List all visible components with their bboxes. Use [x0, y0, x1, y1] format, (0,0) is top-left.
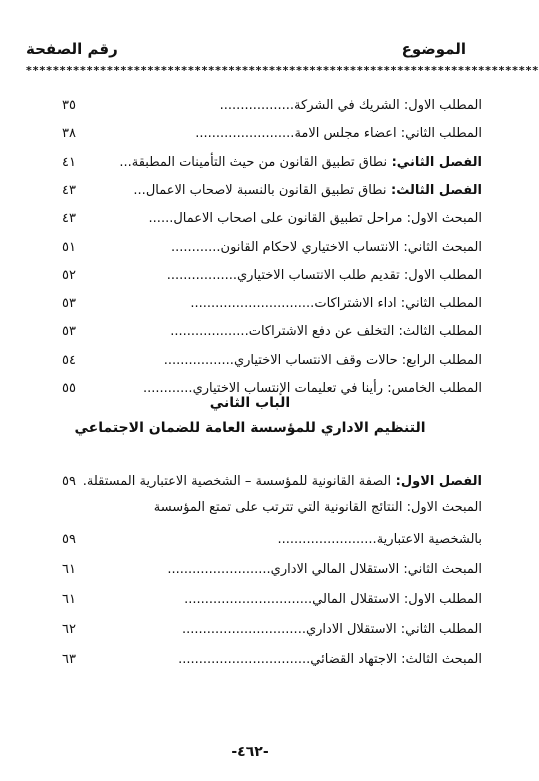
toc-entry: [26, 562, 482, 584]
entry-page: ٤٣: [62, 211, 76, 227]
entry-page: ٥٥: [62, 381, 76, 396]
entry-dots: ...: [119, 154, 132, 170]
entry-dots: .: [82, 474, 87, 489]
entry-page: ٣٨: [62, 126, 76, 142]
entry-title: حالات وقف الانتساب الاختياري: [233, 352, 398, 368]
toc-entry: [26, 183, 482, 205]
entry-prefix: المطلب الثاني:: [396, 126, 482, 142]
entry-prefix: الفصل الثاني:: [387, 154, 482, 170]
entry-title: مراحل تطبيق القانون على اصحاب الاعمال: [173, 211, 403, 227]
toc-entry: [26, 211, 482, 233]
entry-dots: ...: [133, 182, 146, 198]
entry-title: الاستقلال المالي الاداري: [270, 562, 400, 577]
entry-dots: ......: [148, 211, 174, 227]
entry-prefix: المطلب الاول:: [399, 592, 482, 607]
entry-title: الصفة القانونية للمؤسسة – الشخصية الاعتبارية المستقلة: [86, 474, 392, 489]
toc-entry: [26, 98, 482, 120]
entry-prefix: المطلب الاول:: [399, 98, 482, 113]
entry-prefix: المطلب الثالث:: [394, 324, 482, 340]
entry-prefix: الفصل الاول:: [391, 474, 482, 489]
entry-dots: ............: [170, 239, 221, 255]
entry-prefix: المطلب الاول:: [399, 267, 482, 283]
part-subtitle: التنظيم الاداري للمؤسسة العامة للضمان الاجتماعي: [74, 420, 426, 436]
entry-prefix: المبحث الثاني:: [399, 239, 482, 255]
entry-prefix: الفصل الثالث:: [386, 182, 482, 198]
entry-title: الاستقلال الاداري: [305, 622, 397, 637]
entry-page: ٦١: [62, 562, 76, 577]
entry-page: ٥١: [62, 239, 76, 255]
entry-dots: ............: [142, 381, 193, 396]
entry-prefix: المطلب الثاني:: [396, 296, 482, 312]
entry-page: ٥٩: [62, 532, 76, 547]
entry-line-1: المبحث الاول: النتائج القانونية التي تترتب على تمتع المؤسسة: [153, 500, 482, 515]
entry-title: رأينا في تعليمات الإنتساب الاختياري: [192, 381, 384, 396]
toc-entry: [26, 126, 482, 148]
entry-title: نطاق تطبيق القانون من حيث التأمينات المطبقة: [131, 154, 388, 170]
entry-prefix: المبحث الاول:: [402, 211, 482, 227]
toc-entry: [26, 622, 482, 644]
entry-dots: .........................: [167, 562, 271, 577]
entry-title: تقديم طلب الانتساب الاختياري: [236, 267, 400, 283]
toc-entry: [26, 353, 482, 375]
entry-page: ٥٤: [62, 352, 76, 368]
toc-entry: [26, 240, 482, 262]
part-title: الباب الثاني: [209, 395, 291, 411]
toc-entry: [26, 268, 482, 290]
entry-title: الاستقلال المالي: [312, 592, 400, 607]
star-divider: ****************************************************************************: [26, 64, 539, 77]
entry-dots: ..............................: [181, 622, 306, 637]
entry-prefix: المطلب الرابع:: [397, 352, 482, 368]
toc-entry: [26, 474, 482, 496]
entry-page: ٤٣: [62, 182, 76, 198]
entry-dots: .................: [163, 352, 234, 368]
entry-title: الشريك في الشركة: [294, 98, 400, 113]
entry-title: التخلف عن دفع الاشتراكات: [248, 324, 395, 340]
entry-title: الانتساب الاختياري لاحكام القانون: [220, 239, 400, 255]
entry-page: ٥٩: [62, 474, 76, 489]
toc-entry: [26, 155, 482, 177]
entry-prefix: المطلب الثاني:: [396, 622, 482, 637]
entry-title: اعضاء مجلس الامة: [294, 126, 397, 142]
toc-entry: [26, 652, 482, 674]
toc-entry-multiline-cont: [26, 532, 482, 554]
entry-page: ٥٣: [62, 324, 76, 340]
header-page-number: رقم الصفحة: [26, 40, 118, 58]
page-number: -٤٦٢-: [231, 744, 269, 760]
entry-dots: ...................: [170, 324, 249, 340]
entry-page: ٥٢: [62, 267, 76, 283]
entry-prefix: المبحث الثاني:: [399, 562, 482, 577]
entry-dots: ........................: [195, 126, 295, 142]
entry-page: ٦٣: [62, 652, 76, 667]
entry-dots: ..................: [219, 98, 295, 113]
entry-title: الاجتهاد القضائي: [310, 652, 397, 667]
toc-header: [26, 40, 474, 62]
entry-page: ٥٣: [62, 296, 76, 312]
toc-entry: [26, 296, 482, 318]
toc-entry: [26, 324, 482, 346]
toc-entry-multiline: [26, 500, 482, 522]
entry-page: ٦٢: [62, 622, 76, 637]
entry-page: ٦١: [62, 592, 76, 607]
entry-dots: .................: [166, 267, 237, 283]
entry-page: ٤١: [62, 154, 76, 170]
entry-dots: ...............................: [184, 592, 313, 607]
entry-dots: ..............................: [190, 296, 315, 312]
entry-prefix: المبحث الثالث:: [397, 652, 482, 667]
entry-dots: ........................: [277, 532, 377, 547]
toc-entry: [26, 592, 482, 614]
entry-page: ٣٥: [62, 98, 76, 113]
header-topic: الموضوع: [401, 40, 466, 58]
entry-title: اداء الاشتراكات: [314, 296, 397, 312]
entry-title: نطاق تطبيق القانون بالنسبة لاصحاب الاعمال: [145, 182, 387, 198]
entry-dots: ................................: [178, 652, 311, 667]
entry-prefix: المطلب الخامس:: [383, 381, 482, 396]
entry-title: بالشخصية الاعتبارية: [376, 532, 482, 547]
